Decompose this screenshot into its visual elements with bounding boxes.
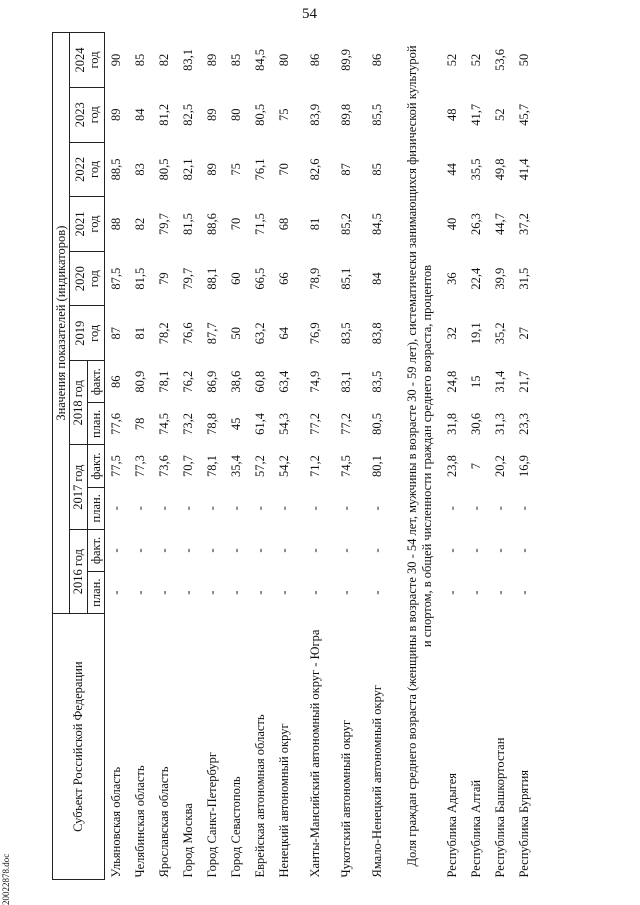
value-cell: -	[445, 590, 460, 595]
value-cell: 23,8	[445, 455, 460, 478]
value-cell: 76,2	[181, 370, 196, 393]
table-row	[249, 33, 273, 880]
row-subject-name: Ямало-Ненецкий автономный округ	[370, 684, 385, 878]
value-cell: 24,8	[445, 370, 460, 393]
value-cell: 52	[445, 53, 460, 67]
value-cell: 78,2	[157, 322, 172, 345]
value-cell: 71,5	[253, 213, 268, 235]
value-cell: 15	[469, 375, 484, 388]
value-cell: -	[133, 548, 148, 553]
value-cell: 74,5	[339, 455, 354, 478]
value-cell: 80,1	[370, 455, 385, 478]
value-cell: -	[157, 506, 172, 511]
value-cell: 64	[277, 327, 292, 340]
value-cell: 84	[370, 272, 385, 285]
value-cell: -	[308, 590, 323, 595]
value-cell: 44,7	[493, 213, 508, 235]
value-cell: 80,5	[370, 412, 385, 435]
year-2024-header: 2024 год	[70, 33, 105, 88]
value-cell: 73,6	[157, 455, 172, 478]
value-cell: 44	[445, 163, 460, 176]
value-cell: -	[229, 590, 244, 595]
value-cell: -	[253, 548, 268, 553]
value-cell: 45,7	[517, 103, 532, 126]
section-row-group	[397, 33, 441, 880]
value-cell: -	[253, 506, 268, 511]
value-cell: 85,5	[370, 103, 385, 126]
value-cell: 32	[445, 327, 460, 340]
table-row	[513, 33, 537, 880]
page-number: 54	[302, 6, 317, 22]
year-2021-header: 2021 год	[70, 197, 105, 252]
value-cell: 78,8	[205, 412, 220, 435]
value-cell: 83,5	[339, 322, 354, 345]
value-cell: 89	[205, 108, 220, 122]
value-cell: 35,4	[229, 455, 244, 478]
year-2023-header: 2023 год	[70, 87, 105, 142]
value-cell: 89	[205, 53, 220, 67]
value-cell: 70	[277, 163, 292, 176]
value-cell: 89	[109, 108, 124, 122]
value-cell: 80	[229, 108, 244, 122]
value-cell: 31,4	[493, 370, 508, 393]
value-cell: 82,6	[308, 158, 323, 181]
value-cell: 77,5	[109, 455, 124, 478]
value-cell: 35,2	[493, 322, 508, 345]
value-cell: -	[157, 590, 172, 595]
value-cell: -	[109, 548, 124, 553]
document-id: 20022878.doc	[1, 853, 11, 905]
value-cell: -	[370, 590, 385, 595]
value-cell: 83,1	[181, 49, 196, 71]
value-cell: 81	[133, 327, 148, 340]
value-cell: 52	[493, 108, 508, 122]
value-cell: 76,9	[308, 322, 323, 345]
value-cell: 85,2	[339, 213, 354, 235]
value-cell: 89	[205, 163, 220, 176]
value-cell: 87,7	[205, 322, 220, 345]
value-cell: -	[205, 590, 220, 595]
year-2020-header: 2020 год	[70, 251, 105, 306]
value-cell: 83,8	[370, 322, 385, 345]
value-cell: 80,5	[157, 158, 172, 181]
value-cell: 77,2	[308, 412, 323, 435]
value-cell: 60	[229, 272, 244, 285]
table-body-a	[105, 33, 398, 880]
table-row	[153, 33, 177, 880]
value-cell: -	[308, 548, 323, 553]
value-cell: 31,5	[517, 267, 532, 290]
value-cell: 38,6	[229, 370, 244, 393]
value-cell: 80,5	[253, 103, 268, 126]
value-cell: 50	[517, 53, 532, 67]
table-row	[105, 33, 130, 880]
value-cell: 78,1	[205, 455, 220, 478]
table-row	[297, 33, 335, 880]
value-cell: 75	[229, 163, 244, 176]
year-2019-header: 2019 год	[70, 306, 105, 361]
value-cell: 21,7	[517, 370, 532, 393]
value-cell: 45	[229, 417, 244, 431]
value-cell: -	[517, 506, 532, 511]
row-subject-name: Ульяновская область	[109, 766, 124, 878]
value-cell: 78,9	[308, 267, 323, 290]
value-cell: -	[205, 506, 220, 511]
indicator-table	[52, 32, 537, 880]
value-cell: 87,5	[109, 267, 124, 290]
indicators-header: Значения показателей (индикаторов)	[53, 33, 70, 614]
value-cell: 85	[229, 53, 244, 67]
value-cell: 84,5	[370, 213, 385, 235]
row-subject-name: Ханты-Мансийский автономный округ - Югра	[308, 629, 323, 878]
subject-header: Субъект Российской Федерации	[53, 614, 105, 880]
value-cell: 76,1	[253, 158, 268, 181]
value-cell: 87	[109, 327, 124, 340]
row-subject-name: Ярославская область	[157, 766, 172, 878]
plan-2016-header: план.	[87, 572, 104, 614]
table-header	[53, 33, 105, 880]
value-cell: -	[229, 506, 244, 511]
value-cell: 39,9	[493, 267, 508, 290]
value-cell: -	[517, 590, 532, 595]
value-cell: -	[205, 548, 220, 553]
value-cell: 41,4	[517, 158, 532, 181]
rotated-table-container	[52, 32, 626, 880]
value-cell: -	[493, 506, 508, 511]
value-cell: -	[370, 548, 385, 553]
value-cell: 86	[370, 53, 385, 67]
value-cell: -	[339, 548, 354, 553]
value-cell: 81,2	[157, 103, 172, 126]
value-cell: 48	[445, 108, 460, 122]
value-cell: 83,1	[339, 370, 354, 393]
value-cell: -	[181, 590, 196, 595]
value-cell: 26,3	[469, 213, 484, 235]
value-cell: 30,6	[469, 412, 484, 435]
table-row	[129, 33, 153, 880]
value-cell: 82	[133, 217, 148, 231]
value-cell: 83,9	[308, 103, 323, 126]
row-subject-name: Республика Бурятия	[517, 769, 532, 878]
value-cell: 61,4	[253, 412, 268, 435]
row-subject-name: Челябинская область	[133, 765, 148, 878]
value-cell: 80,9	[133, 370, 148, 393]
value-cell: -	[339, 506, 354, 511]
value-cell: 86,9	[205, 370, 220, 393]
value-cell: 53,6	[493, 49, 508, 71]
value-cell: -	[133, 590, 148, 595]
value-cell: 35,5	[469, 158, 484, 181]
value-cell: 86	[109, 375, 124, 388]
row-subject-name: Чукотский автономный округ	[339, 719, 354, 878]
value-cell: 89,9	[339, 49, 354, 71]
value-cell: 77,6	[109, 412, 124, 435]
table-row	[177, 33, 201, 880]
fact-2017-header: факт.	[87, 445, 104, 487]
value-cell: 70	[229, 217, 244, 231]
value-cell: 75	[277, 108, 292, 122]
value-cell: 71,2	[308, 455, 323, 478]
row-subject-name: Республика Алтай	[469, 779, 484, 878]
value-cell: 22,4	[469, 267, 484, 290]
value-cell: -	[277, 506, 292, 511]
value-cell: 63,4	[277, 370, 292, 393]
table-row	[441, 33, 465, 880]
value-cell: 79,7	[181, 267, 196, 290]
row-subject-name: Еврейская автономная область	[253, 714, 268, 878]
value-cell: 60,8	[253, 370, 268, 393]
value-cell: 88,5	[109, 158, 124, 181]
value-cell: -	[370, 506, 385, 511]
row-subject-name: Ненецкий автономный округ	[277, 723, 292, 878]
row-subject-name: Город Санкт-Петербург	[205, 752, 220, 878]
value-cell: 78,1	[157, 370, 172, 393]
value-cell: -	[109, 506, 124, 511]
value-cell: 88	[109, 217, 124, 231]
value-cell: 57,2	[253, 455, 268, 478]
value-cell: 81,5	[181, 213, 196, 235]
table-body-b	[441, 33, 537, 880]
value-cell: 74,5	[157, 412, 172, 435]
value-cell: -	[493, 590, 508, 595]
value-cell: 66,5	[253, 267, 268, 290]
year-2022-header: 2022 год	[70, 142, 105, 197]
value-cell: -	[339, 590, 354, 595]
value-cell: 82,1	[181, 158, 196, 181]
table-row	[489, 33, 513, 880]
value-cell: 27	[517, 327, 532, 340]
table-row	[225, 33, 249, 880]
value-cell: 54,2	[277, 455, 292, 478]
value-cell: 85	[133, 53, 148, 67]
value-cell: 40	[445, 217, 460, 231]
value-cell: 37,2	[517, 213, 532, 235]
value-cell: 73,2	[181, 412, 196, 435]
value-cell: 49,8	[493, 158, 508, 181]
value-cell: -	[277, 590, 292, 595]
value-cell: 20,2	[493, 455, 508, 478]
value-cell: 84	[133, 108, 148, 122]
value-cell: 23,3	[517, 412, 532, 435]
value-cell: 87	[339, 163, 354, 176]
value-cell: 90	[109, 53, 124, 67]
value-cell: 83	[133, 163, 148, 176]
value-cell: 36	[445, 272, 460, 285]
value-cell: -	[469, 506, 484, 511]
value-cell: 80	[277, 53, 292, 67]
value-cell: -	[229, 548, 244, 553]
value-cell: 79	[157, 272, 172, 285]
value-cell: 16,9	[517, 455, 532, 478]
table-row	[201, 33, 225, 880]
value-cell: 85,1	[339, 267, 354, 290]
value-cell: -	[469, 548, 484, 553]
value-cell: 19,1	[469, 322, 484, 345]
value-cell: 79,7	[157, 213, 172, 235]
value-cell: -	[445, 506, 460, 511]
value-cell: -	[469, 590, 484, 595]
fact-2016-header: факт.	[87, 529, 104, 571]
value-cell: 88,6	[205, 213, 220, 235]
plan-2018-header: план.	[87, 403, 104, 445]
value-cell: 77,2	[339, 412, 354, 435]
year-2017-header: 2017 год	[70, 445, 87, 529]
value-cell: 54,3	[277, 412, 292, 435]
plan-2017-header: план.	[87, 487, 104, 529]
table-row	[465, 33, 489, 880]
value-cell: 84,5	[253, 49, 268, 71]
value-cell: -	[181, 548, 196, 553]
value-cell: 63,2	[253, 322, 268, 345]
table-row	[273, 33, 297, 880]
value-cell: -	[253, 590, 268, 595]
value-cell: 50	[229, 327, 244, 340]
value-cell: -	[157, 548, 172, 553]
value-cell: 81	[308, 217, 323, 231]
value-cell: -	[517, 548, 532, 553]
year-2016-header: 2016 год	[70, 529, 87, 613]
row-subject-name: Город Севастополь	[229, 776, 244, 878]
fact-2018-header: факт.	[87, 361, 104, 403]
value-cell: 41,7	[469, 103, 484, 126]
value-cell: 81,5	[133, 267, 148, 290]
value-cell: 88,1	[205, 267, 220, 290]
value-cell: 68	[277, 217, 292, 231]
value-cell: 78	[133, 417, 148, 431]
value-cell: -	[133, 506, 148, 511]
value-cell: 82,5	[181, 103, 196, 126]
value-cell: -	[277, 548, 292, 553]
value-cell: -	[493, 548, 508, 553]
value-cell: -	[308, 506, 323, 511]
value-cell: -	[109, 590, 124, 595]
value-cell: 74,9	[308, 370, 323, 393]
table-row	[335, 33, 359, 880]
value-cell: 77,3	[133, 455, 148, 478]
value-cell: 86	[308, 53, 323, 67]
value-cell: 52	[469, 53, 484, 67]
value-cell: 82	[157, 53, 172, 67]
table-row	[359, 33, 397, 880]
value-cell: 7	[469, 462, 484, 470]
value-cell: 83,5	[370, 370, 385, 393]
value-cell: 66	[277, 272, 292, 285]
value-cell: 76,6	[181, 322, 196, 345]
row-subject-name: Республика Адыгея	[445, 772, 460, 878]
row-subject-name: Республика Башкортостан	[493, 737, 508, 878]
value-cell: 70,7	[181, 455, 196, 478]
row-subject-name: Город Москва	[181, 803, 196, 878]
section-title: Доля граждан среднего возраста (женщины в возрасте 30 - 54 лет, мужчины в возрасте 30 - 59 лет), систематически занимающихся физической культурой и спортом, в общей численности граждан среднего возраста, процентов	[405, 45, 435, 867]
value-cell: 89,8	[339, 103, 354, 126]
value-cell: 31,3	[493, 412, 508, 435]
value-cell: 31,8	[445, 412, 460, 435]
value-cell: -	[181, 506, 196, 511]
value-cell: -	[445, 548, 460, 553]
value-cell: 85	[370, 163, 385, 176]
year-2018-header: 2018 год	[70, 361, 87, 445]
